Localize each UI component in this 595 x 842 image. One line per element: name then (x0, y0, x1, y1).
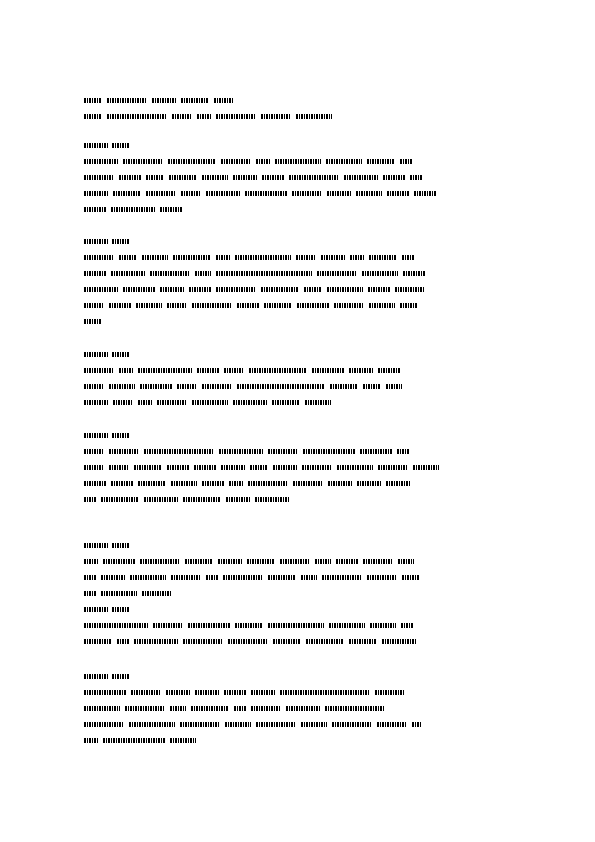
illegible-word (107, 98, 147, 103)
paragraph-line (84, 559, 514, 564)
illegible-word (112, 239, 130, 244)
illegible-word (101, 591, 137, 596)
illegible-word (150, 271, 190, 276)
illegible-word (167, 465, 189, 470)
header-line (84, 114, 514, 119)
illegible-word (280, 559, 310, 564)
illegible-word (280, 690, 370, 695)
illegible-word (327, 191, 351, 196)
illegible-word (237, 384, 325, 389)
paragraph-line (84, 481, 514, 486)
illegible-word (111, 207, 155, 212)
illegible-word (125, 706, 165, 711)
paragraph-line (84, 159, 514, 164)
illegible-word (413, 465, 439, 470)
illegible-word (153, 623, 183, 628)
illegible-word (261, 287, 299, 292)
illegible-word (171, 481, 197, 486)
illegible-word (117, 639, 129, 644)
illegible-word (387, 191, 409, 196)
illegible-word (306, 639, 344, 644)
illegible-word (84, 433, 108, 438)
illegible-word (293, 481, 323, 486)
paragraph-line (84, 465, 514, 470)
illegible-word (84, 559, 98, 564)
illegible-word (170, 738, 196, 743)
illegible-word (251, 706, 281, 711)
paragraph-line (84, 591, 514, 596)
illegible-word (349, 639, 377, 644)
illegible-word (375, 690, 405, 695)
illegible-word (84, 239, 108, 244)
illegible-word (397, 449, 409, 454)
illegible-word (268, 623, 324, 628)
illegible-word (112, 543, 130, 548)
illegible-word (195, 271, 211, 276)
section-heading (84, 143, 514, 148)
illegible-word (386, 384, 402, 389)
document-section (84, 352, 514, 416)
illegible-word (157, 400, 187, 405)
illegible-word (112, 143, 130, 148)
paragraph-line (84, 319, 514, 324)
illegible-word (250, 465, 268, 470)
illegible-word (84, 623, 148, 628)
illegible-word (262, 175, 284, 180)
paragraph-line (84, 575, 514, 580)
paragraph-line (84, 639, 514, 644)
illegible-word (315, 559, 331, 564)
illegible-word (84, 706, 120, 711)
illegible-word (170, 706, 186, 711)
illegible-word (214, 98, 234, 103)
illegible-word (84, 481, 106, 486)
illegible-word (218, 559, 242, 564)
illegible-word (202, 384, 232, 389)
illegible-word (84, 690, 126, 695)
illegible-word (367, 159, 395, 164)
paragraph-line (84, 706, 514, 711)
illegible-word (119, 368, 133, 373)
illegible-word (301, 575, 317, 580)
illegible-word (84, 191, 108, 196)
document-section (84, 433, 514, 513)
illegible-word (224, 690, 246, 695)
paragraph-line (84, 400, 514, 405)
illegible-word (317, 271, 357, 276)
section-heading (84, 607, 514, 612)
illegible-word (84, 639, 112, 644)
document-section (84, 607, 514, 655)
illegible-word (216, 114, 256, 119)
illegible-word (328, 481, 352, 486)
illegible-word (140, 384, 172, 389)
illegible-word (273, 465, 297, 470)
paragraph-line (84, 368, 514, 373)
illegible-word (189, 287, 211, 292)
illegible-word (113, 191, 141, 196)
illegible-word (109, 384, 135, 389)
paragraph-line (84, 449, 514, 454)
illegible-word (84, 607, 108, 612)
illegible-word (191, 706, 229, 711)
illegible-word (144, 497, 178, 502)
illegible-word (123, 287, 155, 292)
illegible-word (160, 287, 184, 292)
illegible-word (202, 175, 228, 180)
illegible-word (304, 287, 322, 292)
illegible-word (395, 287, 425, 292)
section-heading (84, 674, 514, 679)
illegible-word (112, 352, 130, 357)
illegible-word (360, 449, 392, 454)
illegible-word (84, 368, 114, 373)
illegible-word (107, 114, 167, 119)
section-heading (84, 543, 514, 548)
illegible-word (356, 191, 382, 196)
illegible-word (305, 400, 331, 405)
illegible-word (197, 114, 211, 119)
illegible-word (177, 384, 197, 389)
paragraph-line (84, 287, 514, 292)
illegible-word (202, 481, 224, 486)
illegible-word (152, 98, 176, 103)
illegible-word (160, 207, 182, 212)
illegible-word (344, 175, 378, 180)
paragraph-line (84, 255, 514, 260)
illegible-word (400, 303, 418, 308)
illegible-word (301, 722, 327, 727)
illegible-word (134, 465, 162, 470)
paragraph-line (84, 623, 514, 628)
illegible-word (363, 384, 381, 389)
illegible-word (112, 607, 130, 612)
illegible-word (172, 114, 192, 119)
illegible-word (169, 175, 197, 180)
illegible-word (402, 575, 420, 580)
illegible-word (103, 559, 135, 564)
illegible-word (206, 575, 218, 580)
illegible-word (332, 722, 372, 727)
illegible-word (101, 575, 125, 580)
section-heading (84, 352, 514, 357)
illegible-word (142, 591, 172, 596)
illegible-word (321, 255, 345, 260)
illegible-word (233, 400, 267, 405)
illegible-word (275, 159, 321, 164)
illegible-word (181, 98, 209, 103)
paragraph-line (84, 497, 514, 502)
illegible-word (326, 159, 362, 164)
illegible-word (273, 639, 301, 644)
illegible-word (216, 255, 230, 260)
illegible-word (357, 481, 381, 486)
illegible-word (223, 575, 263, 580)
illegible-word (111, 481, 133, 486)
illegible-word (101, 497, 139, 502)
illegible-word (256, 722, 296, 727)
illegible-word (330, 384, 358, 389)
illegible-word (192, 400, 228, 405)
illegible-word (84, 175, 114, 180)
illegible-word (84, 98, 102, 103)
illegible-word (402, 255, 414, 260)
illegible-word (84, 722, 124, 727)
paragraph-line (84, 738, 514, 743)
illegible-word (84, 400, 108, 405)
illegible-word (84, 319, 102, 324)
illegible-word (136, 303, 162, 308)
illegible-word (297, 303, 329, 308)
illegible-word (183, 639, 223, 644)
illegible-word (337, 465, 373, 470)
illegible-word (131, 690, 161, 695)
illegible-word (109, 303, 131, 308)
paragraph-line (84, 722, 514, 727)
illegible-word (171, 575, 201, 580)
illegible-word (350, 255, 364, 260)
illegible-word (84, 497, 96, 502)
illegible-word (248, 481, 288, 486)
illegible-word (84, 352, 108, 357)
illegible-word (403, 271, 425, 276)
illegible-word (237, 303, 259, 308)
illegible-word (144, 449, 214, 454)
illegible-word (367, 575, 397, 580)
illegible-word (219, 449, 263, 454)
illegible-word (349, 368, 373, 373)
illegible-word (173, 255, 211, 260)
illegible-word (181, 191, 201, 196)
illegible-word (368, 287, 390, 292)
illegible-word (289, 175, 339, 180)
illegible-word (229, 481, 243, 486)
illegible-word (261, 114, 291, 119)
illegible-word (228, 639, 268, 644)
illegible-word (206, 191, 240, 196)
illegible-word (249, 368, 307, 373)
illegible-word (188, 623, 230, 628)
illegible-word (378, 465, 408, 470)
illegible-word (166, 690, 190, 695)
illegible-word (123, 159, 163, 164)
header-line (84, 98, 514, 103)
illegible-word (362, 271, 398, 276)
illegible-word (84, 303, 104, 308)
illegible-word (369, 255, 397, 260)
illegible-word (383, 175, 405, 180)
illegible-word (195, 690, 219, 695)
illegible-word (386, 481, 410, 486)
illegible-word (377, 722, 407, 727)
illegible-word (268, 575, 296, 580)
illegible-word (138, 400, 152, 405)
illegible-word (84, 384, 104, 389)
document-section (84, 239, 514, 335)
illegible-word (370, 623, 396, 628)
illegible-word (112, 674, 130, 679)
illegible-word (84, 674, 108, 679)
illegible-word (192, 303, 232, 308)
illegible-word (296, 114, 332, 119)
illegible-word (84, 143, 108, 148)
illegible-word (138, 368, 192, 373)
illegible-word (142, 255, 168, 260)
illegible-word (264, 303, 292, 308)
illegible-word (255, 497, 289, 502)
illegible-word (268, 449, 298, 454)
paragraph-line (84, 207, 514, 212)
illegible-word (382, 639, 416, 644)
illegible-word (216, 287, 256, 292)
illegible-word (183, 497, 221, 502)
illegible-word (245, 191, 287, 196)
illegible-word (194, 465, 216, 470)
illegible-word (146, 175, 164, 180)
document-section (84, 543, 514, 607)
paragraph-line (84, 303, 514, 308)
illegible-word (225, 722, 251, 727)
illegible-word (84, 591, 96, 596)
section-heading (84, 239, 514, 244)
illegible-word (401, 623, 413, 628)
illegible-word (84, 575, 96, 580)
illegible-word (119, 255, 137, 260)
illegible-word (336, 559, 358, 564)
paragraph-line (84, 384, 514, 389)
illegible-word (296, 255, 316, 260)
illegible-word (109, 465, 129, 470)
illegible-word (129, 722, 175, 727)
illegible-word (216, 271, 312, 276)
illegible-word (168, 159, 216, 164)
illegible-word (84, 271, 106, 276)
illegible-word (327, 287, 363, 292)
illegible-word (329, 623, 365, 628)
illegible-word (235, 255, 291, 260)
illegible-word (180, 722, 220, 727)
illegible-word (134, 639, 178, 644)
illegible-word (322, 575, 362, 580)
illegible-word (233, 175, 257, 180)
illegible-word (197, 368, 219, 373)
illegible-word (378, 368, 400, 373)
illegible-word (302, 465, 332, 470)
illegible-word (226, 497, 250, 502)
illegible-word (234, 706, 246, 711)
paragraph-line (84, 690, 514, 695)
illegible-word (247, 559, 275, 564)
illegible-word (251, 690, 275, 695)
illegible-word (146, 191, 176, 196)
illegible-word (325, 706, 385, 711)
section-heading (84, 433, 514, 438)
illegible-word (84, 738, 98, 743)
illegible-word (414, 191, 436, 196)
illegible-word (84, 287, 118, 292)
illegible-word (312, 368, 344, 373)
paragraph-line (84, 271, 514, 276)
illegible-word (130, 575, 166, 580)
illegible-word (84, 543, 108, 548)
illegible-word (167, 303, 187, 308)
illegible-word (369, 303, 395, 308)
paragraph-line (84, 191, 514, 196)
illegible-word (334, 303, 364, 308)
illegible-word (221, 159, 251, 164)
illegible-word (412, 722, 422, 727)
document-section (84, 143, 514, 223)
illegible-word (363, 559, 393, 564)
illegible-word (84, 207, 106, 212)
illegible-word (185, 559, 213, 564)
illegible-word (84, 449, 104, 454)
illegible-word (84, 114, 102, 119)
illegible-word (84, 255, 114, 260)
illegible-word (292, 191, 322, 196)
paragraph-line (84, 175, 514, 180)
illegible-word (111, 271, 145, 276)
illegible-word (303, 449, 355, 454)
illegible-word (84, 465, 104, 470)
illegible-word (398, 559, 414, 564)
illegible-word (109, 449, 139, 454)
illegible-word (140, 559, 180, 564)
illegible-word (138, 481, 166, 486)
illegible-word (113, 400, 133, 405)
illegible-word (272, 400, 300, 405)
illegible-word (400, 159, 412, 164)
illegible-word (286, 706, 320, 711)
illegible-word (235, 623, 263, 628)
illegible-word (221, 465, 245, 470)
document-section (84, 674, 514, 754)
document-header (84, 98, 514, 130)
illegible-word (112, 433, 130, 438)
illegible-word (410, 175, 422, 180)
illegible-word (103, 738, 165, 743)
illegible-word (256, 159, 270, 164)
illegible-word (84, 159, 118, 164)
illegible-word (119, 175, 141, 180)
illegible-word (224, 368, 244, 373)
